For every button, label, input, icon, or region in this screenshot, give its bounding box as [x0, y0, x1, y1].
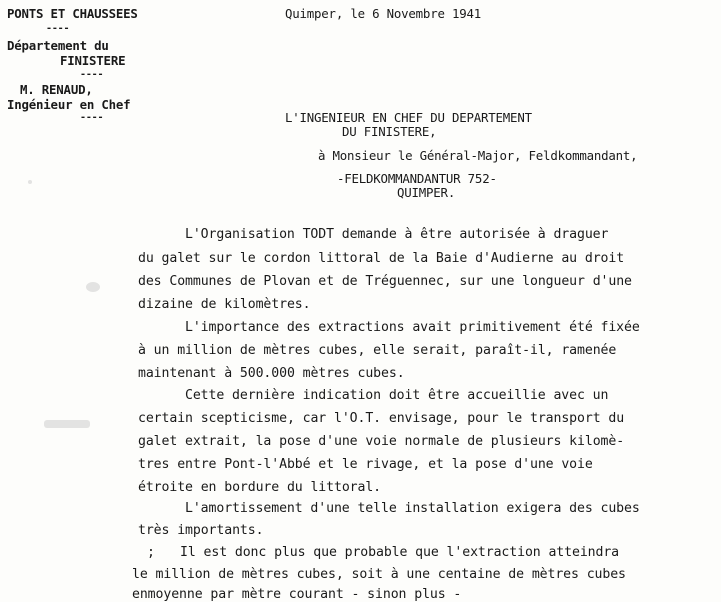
sender-line-1: L'INGENIEUR EN CHEF DU DEPARTEMENT [285, 110, 532, 125]
body-line-6: à un million de mètres cubes, elle serait, paraît-il, ramenée [138, 343, 617, 358]
body-line-17: enmoyenne par mètre courant - sinon plus - [132, 587, 462, 602]
author-title: Ingénieur en Chef [7, 97, 131, 112]
body-line-8: Cette dernière indication doit être accueillie avec un [185, 388, 609, 403]
body-line-16: le million de mètres cubes, soit à une centaine de mètres cubes [132, 567, 626, 582]
department-line-1: Département du [7, 38, 109, 53]
separator-3: ---- [80, 112, 104, 123]
body-line-7: maintenant à 500.000 mètres cubes. [138, 366, 405, 381]
scan-smudge [44, 420, 90, 428]
place-date: Quimper, le 6 Novembre 1941 [285, 6, 482, 21]
separator-1: ---- [46, 23, 70, 34]
body-line-11: tres entre Pont-l'Abbé et le rivage, et la pose d'une voie [138, 457, 593, 472]
body-line-14: très importants. [138, 523, 264, 538]
body-line-1: L'Organisation TODT demande à être autorisée à draguer [185, 227, 609, 242]
separator-2: ---- [80, 69, 104, 80]
body-line-4: dizaine de kilomètres. [138, 297, 311, 312]
body-line-12: étroite en bordure du littoral. [138, 480, 382, 495]
org-line: PONTS ET CHAUSSEES [7, 6, 138, 21]
margin-mark: ; [147, 545, 155, 560]
department-line-2: FINISTERE [60, 53, 126, 68]
body-line-15: Il est donc plus que probable que l'extraction atteindra [180, 545, 620, 560]
body-line-5: L'importance des extractions avait primitivement été fixée [185, 320, 640, 335]
sender-line-2: DU FINISTERE, [342, 124, 437, 139]
body-line-9: certain scepticisme, car l'O.T. envisage, pour le transport du [138, 411, 625, 426]
body-line-13: L'amortissement d'une telle installation exigera des cubes [185, 501, 640, 516]
recipient-line-2: -FELDKOMMANDANTUR 752- [337, 171, 497, 186]
body-line-2: du galet sur le cordon littoral de la Baie d'Audierne au droit [138, 251, 625, 266]
recipient-line-3: QUIMPER. [397, 185, 456, 200]
author-name: M. RENAUD, [20, 82, 93, 97]
body-line-10: galet extrait, la pose d'une voie normale de plusieurs kilomè- [138, 434, 625, 449]
body-line-3: des Communes de Plovan et de Tréguennec, sur une longueur d'une [138, 274, 632, 289]
scan-smudge [28, 180, 32, 184]
recipient-line-1: à Monsieur le Général-Major, Feldkommandant, [318, 148, 638, 163]
scan-smudge [86, 282, 100, 292]
